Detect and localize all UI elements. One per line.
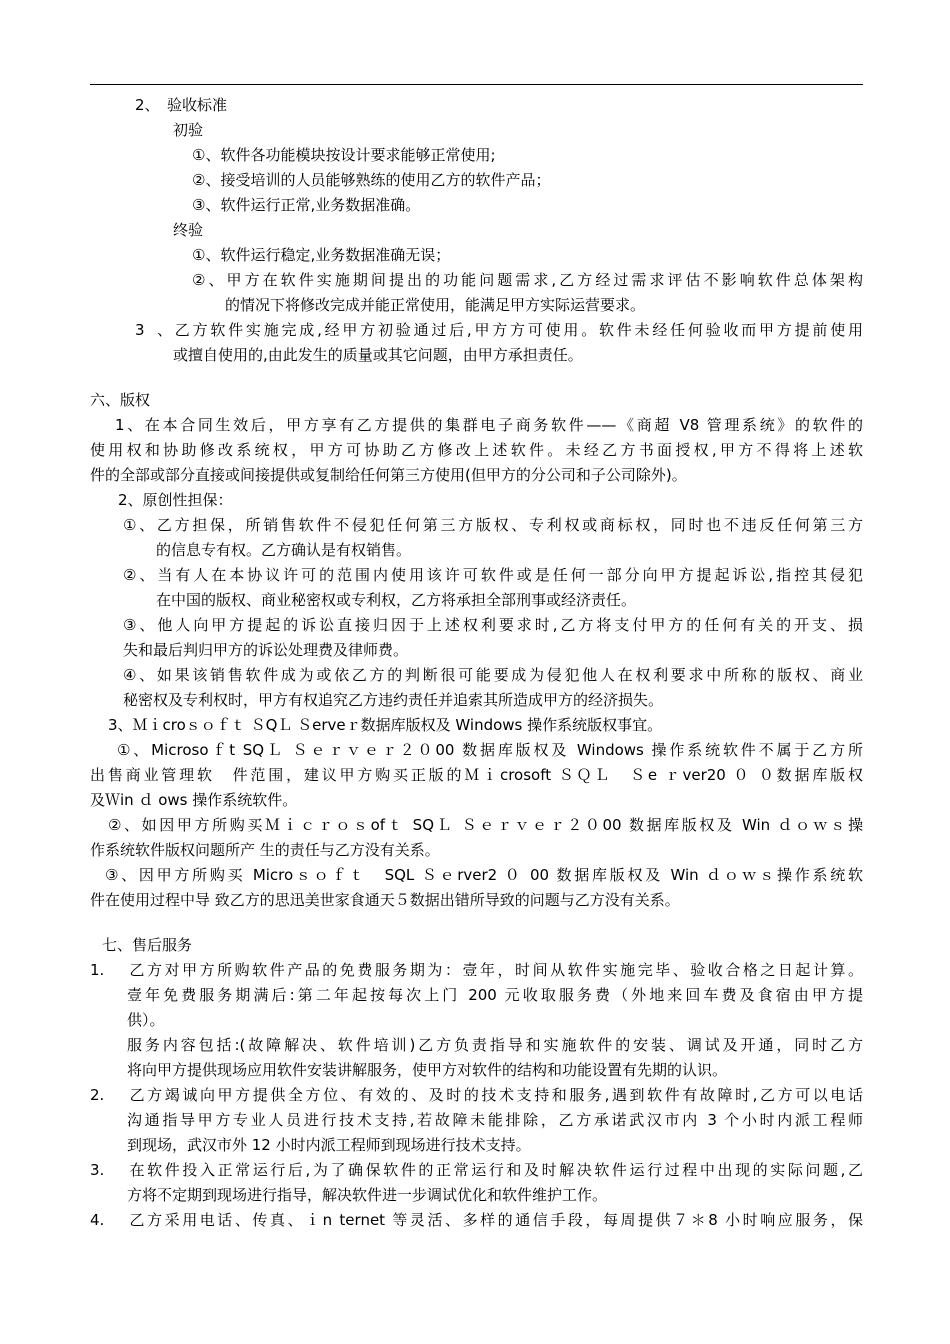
- sqlserver-3-line-2: 件在使用过程中导 致乙方的思迅美世家食通天５数据出错所导致的问题与乙方没有关系。: [90, 891, 680, 909]
- header-rule: [90, 84, 863, 85]
- after-sales-item-1-number: 1.: [90, 961, 105, 979]
- acceptance-item-3-text: 乙方软件实施完成,经甲方初验通过后,甲方方可使用。软件未经任何验收而甲方提前使用: [172, 321, 863, 339]
- section-gap: [90, 368, 863, 388]
- after-sales-section-title: 七、售后服务: [102, 936, 193, 954]
- guarantee-1-line-1: ①、乙方担保，所销售软件不侵犯任何第三方版权、专利权或商标权，同时也不违反任何第三方: [123, 516, 863, 534]
- after-sales-item-1-line-2: 壹年免费服务期满后:第二年起按每次上门 200 元收取服务费（外地来回车费及食宿由甲方提: [127, 986, 863, 1004]
- sqlserver-title: 3、Ｍｉcroｓｏｆｔ ＳQＬ Ｓerveｒ数据库版权及 Windows 操作系统版权事宜。: [108, 716, 663, 734]
- after-sales-item-4-line-1: [90, 1208, 863, 1233]
- originality-title: 2、原创性担保：: [118, 491, 233, 509]
- sqlserver-1-line-1: ①、Microsoｆt SQＬ Ｓｅｒｖｅｒ２０00 数据库版权及 Windows 操作系统软件不属于乙方所: [117, 741, 863, 759]
- after-sales-item-1-text: 乙方对甲方所购软件产品的免费服务期为：壹年，时间从软件实施完毕、验收合格之日起计算。: [127, 961, 863, 979]
- sqlserver-1-line-2: 出售商业管理软 件范围，建议甲方购买正版的Ｍｉcrosoft ＳＱＬ Ｓe ｒver20 ０ ０数据库版权: [90, 766, 863, 784]
- final-item-2-line-1: ②、甲方在软件实施期间提出的功能问题需求,乙方经过需求评估不影响软件总体架构: [192, 271, 863, 289]
- final-item-1: ①、软件运行稳定,业务数据准确无误；: [192, 246, 451, 264]
- initial-item-2: ②、接受培训的人员能够熟练的使用乙方的软件产品；: [192, 171, 551, 189]
- after-sales-item-3-number: 3.: [90, 1161, 105, 1179]
- sqlserver-2-line-1: ②、如因甲方所购买Ｍｉｃｒｏｓofｔ SQＬ Ｓｅｒｖｅｒ２０00 数据库版权及 Win ｄｏｗｓ操: [108, 816, 863, 834]
- after-sales-item-4-number: 4.: [90, 1211, 105, 1229]
- after-sales-item-3-line-2: 方将不定期到现场进行指导，解决软件进一步调试优化和软件维护工作。: [127, 1186, 608, 1204]
- acceptance-item-3-line-2: 或擅自使用的,由此发生的质量或其它问题，由甲方承担责任。: [173, 346, 583, 364]
- after-sales-item-1-line-4: 服务内容包括:(故障解决、软件培训)乙方负责指导和实施软件的安装、调试及开通，同时乙方: [127, 1036, 863, 1054]
- final-item-2-line-2: 的情况下将修改完成并能正常使用，能满足甲方实际运营要求。: [225, 296, 646, 314]
- after-sales-item-1-line-3: 供）。: [127, 1011, 165, 1029]
- section-gap: [90, 913, 863, 933]
- initial-acceptance-title: 初验: [173, 121, 204, 139]
- guarantee-3-line-1: ③、他人向甲方提起的诉讼直接归因于上述权利要求时,乙方将支付甲方的任何有关的开支、损: [123, 616, 863, 634]
- guarantee-1-line-2: 的信息专有权。乙方确认是有权销售。: [156, 541, 412, 559]
- guarantee-4-line-2: 秘密权及专利权时，甲方有权追究乙方违约责任并追索其所造成甲方的经济损失。: [123, 691, 664, 709]
- sqlserver-2-line-2: 作系统软件版权问题所产 生的责任与乙方没有关系。: [90, 841, 440, 859]
- sqlserver-1-line-3: 及Ｗin ｄ ows 操作系统软件。: [90, 791, 298, 809]
- acceptance-item-3-line-1: [90, 318, 863, 343]
- final-acceptance-title: 终验: [173, 221, 204, 239]
- guarantee-3-line-2: 失和最后判归甲方的诉讼处理费及律师费。: [123, 641, 409, 659]
- after-sales-item-4-text: 乙方采用电话、传真、ｉn ternet 等灵活、多样的通信手段，每周提供７＊8 小时响应服务，保: [127, 1211, 863, 1229]
- copyright-p1-line-2: 使用权和协助修改系统权，甲方可协助乙方修改上述软件。未经乙方书面授权,甲方不得将上述软: [90, 441, 863, 459]
- after-sales-item-2-line-2: 沟通指导甲方专业人员进行技术支持,若故障未能排除，乙方承诺武汉市内 3 个小时内派工程师: [127, 1111, 863, 1129]
- acceptance-heading: 2、 验收标准: [135, 96, 228, 114]
- after-sales-item-3-text: 在软件投入正常运行后,为了确保软件的正常运行和及时解决软件运行过程中出现的实际问题,乙: [127, 1161, 863, 1179]
- guarantee-4-line-1: ④、如果该销售软件成为或依乙方的判断很可能要成为侵犯他人在权利要求中所称的版权、商业: [123, 666, 863, 684]
- after-sales-item-3-line-1: [90, 1158, 863, 1183]
- initial-item-1: ①、软件各功能模块按设计要求能够正常使用;: [192, 146, 496, 164]
- acceptance-item-3-number: 3、: [135, 321, 172, 339]
- after-sales-item-2-number: 2.: [90, 1086, 105, 1104]
- after-sales-item-2-line-1: [90, 1083, 863, 1108]
- guarantee-2-line-1: ②、当有人在本协议许可的范围内使用该许可软件或是任何一部分向甲方提起诉讼,指控其侵犯: [123, 566, 863, 584]
- after-sales-item-2-line-3: 到现场，武汉市外 12 小时内派工程师到现场进行技术支持。: [127, 1136, 531, 1154]
- after-sales-item-1-line-5: 将向甲方提供现场应用软件安装讲解服务，使甲方对软件的结构和功能设置有先期的认识。: [127, 1061, 728, 1079]
- guarantee-2-line-2: 在中国的版权、商业秘密权或专利权，乙方将承担全部刑事或经济责任。: [156, 591, 637, 609]
- sqlserver-3-line-1: ③、因甲方所购买 Microｓｏｆｔ SQL Ｓｅrver2 ０ 00 数据库版权及 Win ｄｏｗｓ操作系统软: [105, 866, 863, 884]
- copyright-p1-line-3: 件的全部或部分直接或间接提供或复制给任何第三方使用(但甲方的分公司和子公司除外)。: [90, 466, 687, 484]
- after-sales-item-1-line-1: [90, 958, 863, 983]
- initial-item-3: ③、软件运行正常,业务数据准确。: [192, 196, 421, 214]
- copyright-p1-line-1: 1、在本合同生效后，甲方享有乙方提供的集群电子商务软件——《商超 V8 管理系统》的软件的: [115, 416, 863, 434]
- after-sales-item-2-text: 乙方竭诚向甲方提供全方位、有效的、及时的技术支持和服务,遇到软件有故障时,乙方可以电话: [127, 1086, 863, 1104]
- copyright-section-title: 六、版权: [90, 391, 151, 409]
- document-page: [90, 93, 863, 1233]
